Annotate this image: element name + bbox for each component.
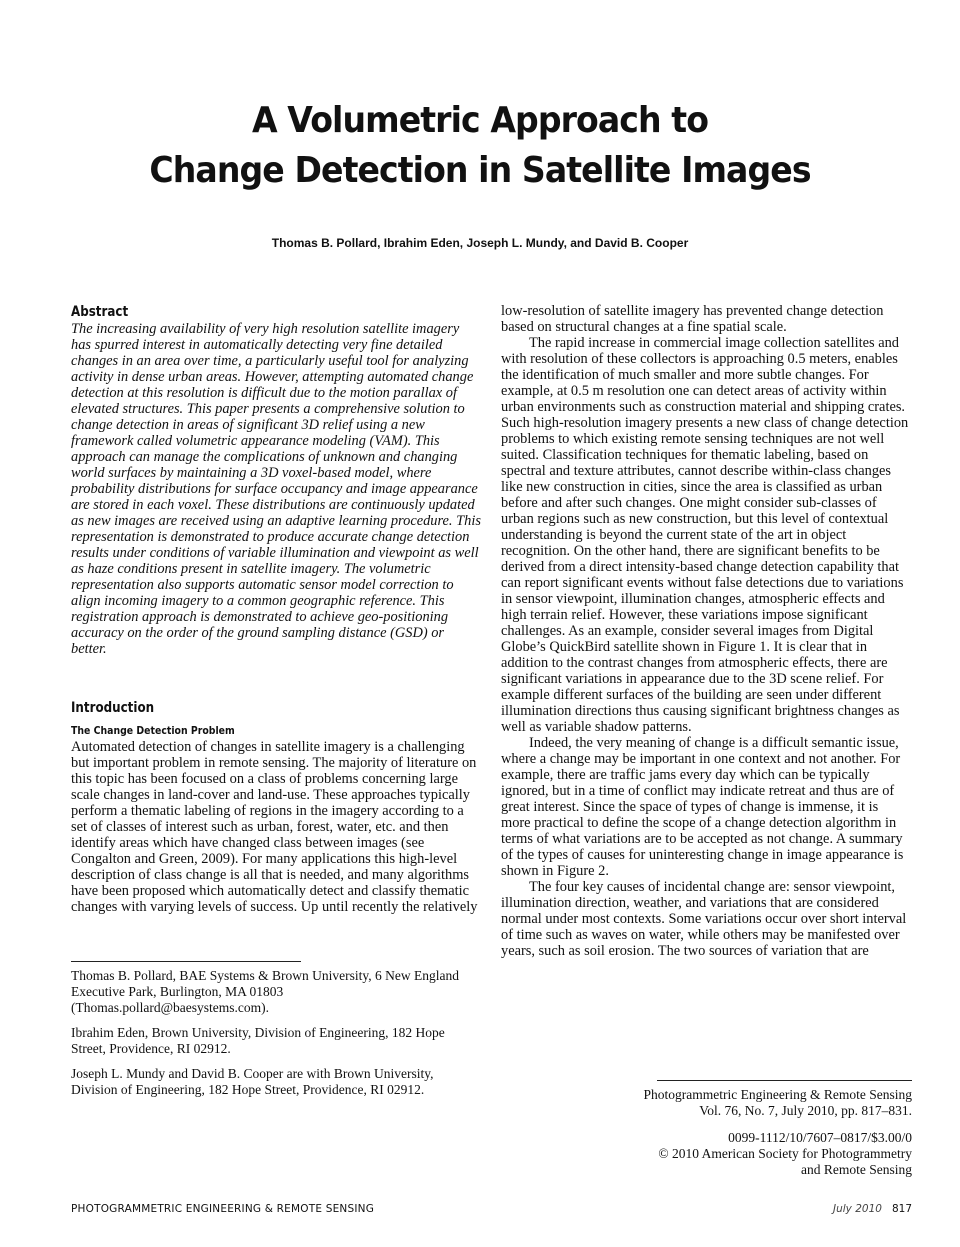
intro-paragraph-continued: low-resolution of satellite imagery has prevented change detection based on structural changes at a fine spatial scale.: [501, 303, 884, 335]
publication-rule: [657, 1080, 912, 1081]
title-line-1: A Volumetric Approach to: [251, 100, 709, 141]
section-subheading: The Change Detection Problem: [71, 724, 235, 737]
copyright-line-2: and Remote Sensing: [801, 1162, 912, 1177]
affiliation-pollard: Thomas B. Pollard, BAE Systems & Brown University, 6 New England Executive Park, Burlington, MA 01803 (Thomas.pollard@baesystems.com).: [71, 968, 459, 1015]
intro-paragraph-2: The rapid increase in commercial image collection satellites and with resolution of these collectors is approaching 0.5 meters, enables the identification of much smaller and more subtle changes. For example, at 0.5 m resolution one can detect areas of activity within urban environments such as construction material and shipping crates. Such high-resolution imagery presents a new class of change detection problems to which existing remote sensing techniques are not well suited. Classification techniques for thematic labeling, based on spectral and texture attributes, cannot describe within-class changes like new construction in cities, since the area is classified as urban before and after such changes. One might consider sub-classes of urban regions such as new construction, but this level of contextual understanding is beyond the current state of the art in object recognition. On the other hand, there are significant benefits to be derived from a direct intensity-based change detection capability that can report significant events without false detections due to variations in sensor viewpoint, illumination changes, atmospheric effects and high terrain relief. However, these variations impose significant challenges. As an example, consider several images from Digital Globe’s QuickBird satellite shown in Figure 1. It is clear that in addition to the contrast changes from atmospheric effects, there are significant variations in appearance due to the 3D scene relief. For example different surfaces of the building are seen under different illumination directions thus causing significant brightness changes as well as variable shadow patterns.: [501, 335, 909, 735]
right-column: [501, 303, 911, 959]
title-line-2: Change Detection in Satellite Images: [149, 150, 811, 191]
paper-title: [38, 96, 921, 196]
intro-paragraph-1: Automated detection of changes in satellite imagery is a challenging but important problem in remote sensing. The majority of literature on this topic has been focused on a class of problems concerning large scale changes in land-cover and land-use. These approaches typically perform a thematic labeling of regions in the imagery according to a set of classes of interest such as urban, forest, water, etc. and then identify areas which have changed class between images (see Congalton and Green, 2009). For many applications this high-level description of class change is all that is needed, and many algorithms have been proposed which automatically detect and classify thematic changes with varying levels of success. Up until recently the relatively: [71, 739, 478, 915]
article-code: 0099-1112/10/7607–0817/$3.00/0: [728, 1130, 912, 1145]
intro-paragraph-4: The four key causes of incidental change are: sensor viewpoint, illumination direction, weather, and variations that are considered normal under most contexts. Some variations occur over short interval of time such as waves on water, while others may be manifested over years, such as soil erosion. The two sources of variation that are: [501, 879, 907, 959]
footnote-rule: [71, 961, 301, 962]
abstract-heading: Abstract: [71, 304, 129, 320]
volume-info: Vol. 76, No. 7, July 2010, pp. 817–831.: [699, 1103, 912, 1118]
intro-paragraph-3: Indeed, the very meaning of change is a difficult semantic issue, where a change may be important in one context and not another. For example, there are traffic jams every day which can be typically ignored, but in a time of conflict may indicate retreat and thus are of great interest. Since the space of types of change is immense, it is more practical to define the scope of a change detection algorithm in terms of what variations are to be accepted as not change. A summary of the types of causes for uninteresting change in image appearance is shown in Figure 2.: [501, 735, 904, 879]
footer-date: July 2010: [833, 1203, 882, 1215]
abstract-text: The increasing availability of very high resolution satellite imagery has spurred interest in automatically detecting very fine detailed changes in an area over time, a particularly useful tool for analyzing activity in dense urban areas. However, attempting automated change detection at this resolution is difficult due to the motion parallax of elevated structures. This paper presents a comprehensive solution to change detection in areas of significant 3D relief using a new framework called volumetric appearance modeling (VAM). This approach can manage the complications of unknown and changing world surfaces by maintaining a 3D voxel-based model, where probability distributions for surface occupancy and image appearance are stored in each voxel. These distributions are continuously updated as new images are received using an adaptive learning procedure. This representation is demonstrated to produce accurate change detection results under conditions of variable illumination and viewpoint as well as haze conditions present in satellite imagery. The volumetric representation also supports automatic sensor model correction to align incoming imagery to a common geographic reference. This registration approach is demonstrated to achieve geo-positioning accuracy on the order of the ground sampling distance (GSD) or better.: [71, 321, 481, 657]
introduction-heading: Introduction: [71, 700, 155, 716]
page-number: 817: [891, 1203, 912, 1215]
copyright-line: © 2010 American Society for Photogrammetry: [658, 1146, 912, 1161]
author-list: Thomas B. Pollard, Ibrahim Eden, Joseph L. Mundy, and David B. Cooper: [271, 236, 689, 250]
left-column: [71, 303, 481, 1107]
running-footer-right: [833, 1203, 912, 1215]
affiliation-mundy-cooper: Joseph L. Mundy and David B. Cooper are with Brown University, Division of Engineering, 182 Hope Street, Providence, RI 02912.: [71, 1066, 434, 1097]
publication-info: [580, 1080, 912, 1178]
running-footer-journal: PHOTOGRAMMETRIC ENGINEERING & REMOTE SENSING: [71, 1203, 375, 1215]
affiliation-eden: Ibrahim Eden, Brown University, Division of Engineering, 182 Hope Street, Providence, RI 02912.: [71, 1025, 445, 1056]
journal-name: Photogrammetric Engineering & Remote Sensing: [643, 1087, 912, 1102]
